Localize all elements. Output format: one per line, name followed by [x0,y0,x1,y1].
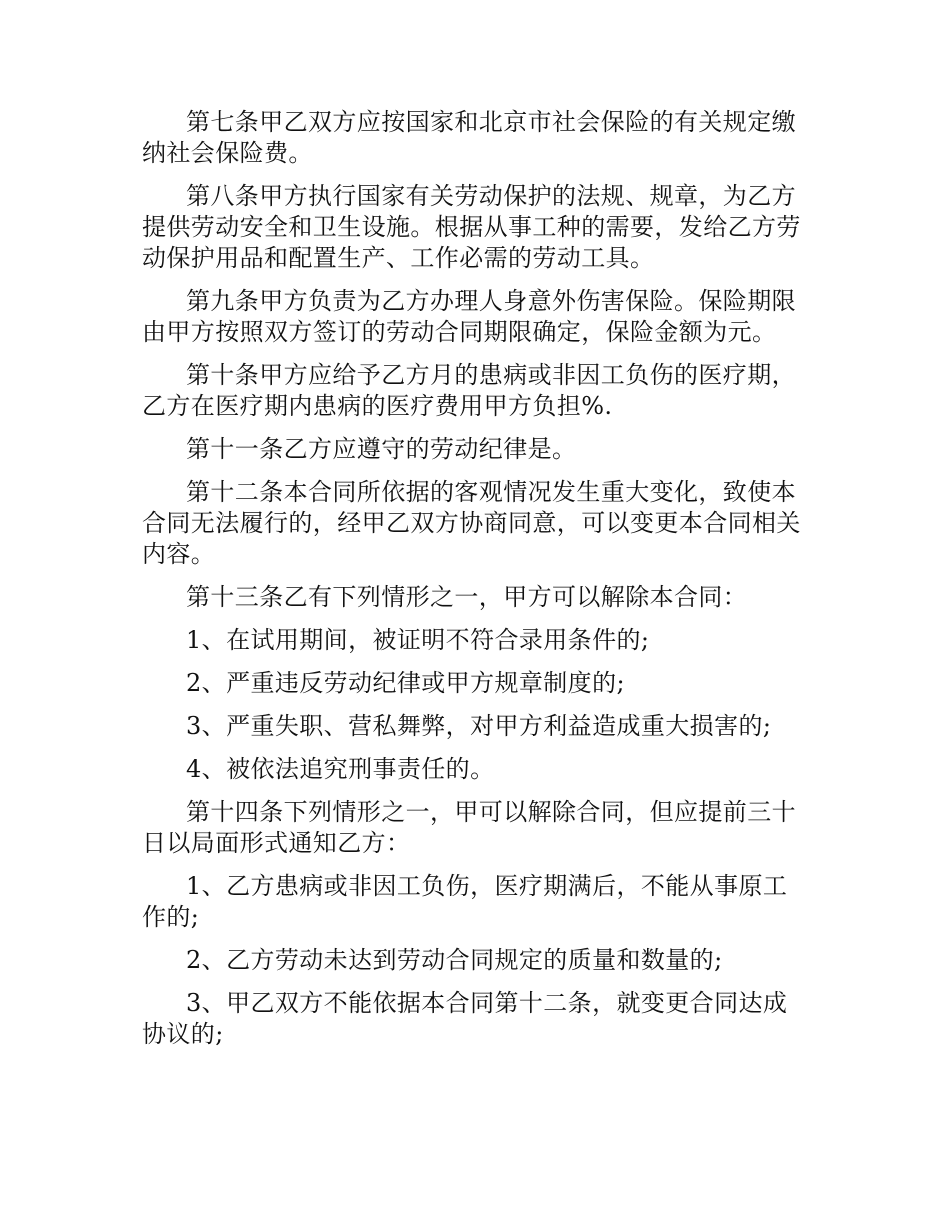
article-13-paragraph: 第十三条乙有下列情形之一，甲方可以解除本合同： [186,583,748,611]
article-14-item-2: 2、乙方劳动未达到劳动合同规定的质量和数量的; [186,946,723,974]
article-13-item-4: 4、被依法追究刑事责任的。 [186,755,495,783]
article-12-paragraph: 第十二条本合同所依据的客观情况发生重大变化，致使本合同无法履行的，经甲乙双方协商同意，可以变更本合同相关内容。 [142,478,801,568]
article-10-paragraph: 第十条甲方应给予乙方月的患病或非因工负伤的医疗期，乙方在医疗期内患病的医疗费用甲方负担%. [142,361,796,420]
article-8-paragraph: 第八条甲方执行国家有关劳动保护的法规、规章，为乙方提供劳动安全和卫生设施。根据从事工种的需要，发给乙方劳动保护用品和配置生产、工作必需的劳动工具。 [142,182,801,272]
article-11-paragraph: 第十一条乙方应遵守的劳动纪律是。 [186,435,577,463]
article-14-paragraph: 第十四条下列情形之一，甲可以解除合同，但应提前三十日以局面形式通知乙方： [142,798,796,857]
article-7-paragraph: 第七条甲乙双方应按国家和北京市社会保险的有关规定缴纳社会保险费。 [142,108,796,167]
article-13-item-2: 2、严重违反劳动纪律或甲方规章制度的; [186,669,625,697]
article-14-item-3: 3、甲乙双方不能依据本合同第十二条，就变更合同达成协议的; [142,989,788,1048]
article-14-item-1: 1、乙方患病或非因工负伤，医疗期满后，不能从事原工作的; [142,872,788,931]
article-9-paragraph: 第九条甲方负责为乙方办理人身意外伤害保险。保险期限由甲方按照双方签订的劳动合同期限确定，保险金额为元。 [142,287,796,346]
article-13-item-3: 3、严重失职、营私舞弊，对甲方利益造成重大损害的; [186,712,772,740]
article-13-item-1: 1、在试用期间，被证明不符合录用条件的; [186,626,650,654]
